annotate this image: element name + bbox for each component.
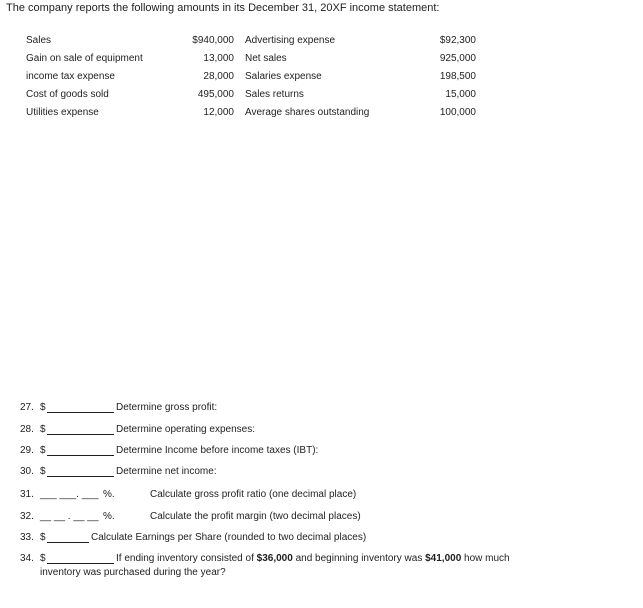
question-number: 33. bbox=[20, 532, 34, 543]
item-value: $940,000 bbox=[192, 35, 234, 46]
right-labels-column bbox=[245, 32, 369, 122]
question-30 bbox=[0, 466, 643, 480]
question-prompt bbox=[116, 553, 596, 564]
question-32 bbox=[0, 511, 643, 525]
question-number: 34. bbox=[20, 553, 34, 564]
prompt-text: If ending inventory consisted of bbox=[116, 553, 257, 564]
item-label: Utilities expense bbox=[26, 107, 99, 118]
question-prompt: Calculate Earnings per Share (rounded to two decimal places) bbox=[91, 532, 367, 543]
item-value: 198,500 bbox=[439, 71, 476, 82]
answer-30-input[interactable] bbox=[47, 466, 114, 477]
item-label: Average shares outstanding bbox=[245, 107, 370, 118]
item-label: Advertising expense bbox=[245, 35, 336, 46]
question-number: 27. bbox=[20, 402, 34, 413]
right-values-column bbox=[420, 32, 476, 122]
item-label: Sales bbox=[26, 35, 52, 46]
item-value: 495,000 bbox=[197, 89, 234, 100]
item-value: 28,000 bbox=[203, 71, 234, 82]
question-number: 28. bbox=[20, 424, 34, 435]
answer-34-input[interactable] bbox=[47, 553, 114, 564]
question-34 bbox=[0, 553, 643, 567]
question-prompt: Determine Income before income taxes (IBT): bbox=[116, 445, 319, 456]
left-labels-column bbox=[26, 32, 143, 122]
answer-28-input[interactable] bbox=[47, 424, 114, 435]
question-28 bbox=[0, 424, 643, 438]
question-29 bbox=[0, 445, 643, 459]
question-number: 32. bbox=[20, 511, 34, 522]
question-34-continuation: inventory was purchased during the year? bbox=[40, 567, 226, 578]
item-label: Salaries expense bbox=[245, 71, 322, 82]
question-number: 30. bbox=[20, 466, 34, 477]
percent-sign: %. bbox=[103, 511, 115, 522]
intro-text: The company reports the following amounts in its December 31, 20XF income statement: bbox=[6, 2, 440, 14]
answer-33-input[interactable] bbox=[47, 532, 89, 543]
question-prompt: Calculate the profit margin (two decimal places) bbox=[150, 511, 361, 522]
item-label: Net sales bbox=[245, 53, 287, 64]
question-prompt: Determine net income: bbox=[116, 466, 217, 477]
question-prompt: Determine gross profit: bbox=[116, 402, 218, 413]
question-number: 31. bbox=[20, 489, 34, 500]
question-31 bbox=[0, 489, 643, 503]
ending-inventory-amount: $36,000 bbox=[256, 553, 293, 564]
answer-29-input[interactable] bbox=[47, 445, 114, 456]
percent-sign: %. bbox=[103, 489, 115, 500]
dollar-sign: $ bbox=[40, 445, 46, 456]
left-values-column bbox=[186, 32, 234, 122]
prompt-text: how much bbox=[461, 553, 510, 564]
item-value: 925,000 bbox=[439, 53, 476, 64]
question-27 bbox=[0, 402, 643, 416]
item-label: Gain on sale of equipment bbox=[26, 53, 143, 64]
item-label: income tax expense bbox=[26, 71, 115, 82]
prompt-text: and beginning inventory was bbox=[292, 553, 426, 564]
item-value: 12,000 bbox=[203, 107, 234, 118]
item-label: Cost of goods sold bbox=[26, 89, 109, 100]
item-value: 100,000 bbox=[439, 107, 476, 118]
answer-32-input[interactable]: __ __ . __ __ bbox=[40, 511, 99, 522]
item-label: Sales returns bbox=[245, 89, 304, 100]
answer-27-input[interactable] bbox=[47, 402, 114, 413]
item-value: 13,000 bbox=[203, 53, 234, 64]
dollar-sign: $ bbox=[40, 532, 46, 543]
item-value: $92,300 bbox=[439, 35, 476, 46]
beginning-inventory-amount: $41,000 bbox=[425, 553, 462, 564]
dollar-sign: $ bbox=[40, 553, 46, 564]
question-number: 29. bbox=[20, 445, 34, 456]
item-value: 15,000 bbox=[445, 89, 476, 100]
question-prompt: Calculate gross profit ratio (one decimal place) bbox=[150, 489, 357, 500]
dollar-sign: $ bbox=[40, 424, 46, 435]
answer-31-input[interactable]: ___ ___. ___ bbox=[40, 489, 99, 500]
question-prompt: Determine operating expenses: bbox=[116, 424, 255, 435]
dollar-sign: $ bbox=[40, 402, 46, 413]
question-33 bbox=[0, 532, 643, 546]
dollar-sign: $ bbox=[40, 466, 46, 477]
